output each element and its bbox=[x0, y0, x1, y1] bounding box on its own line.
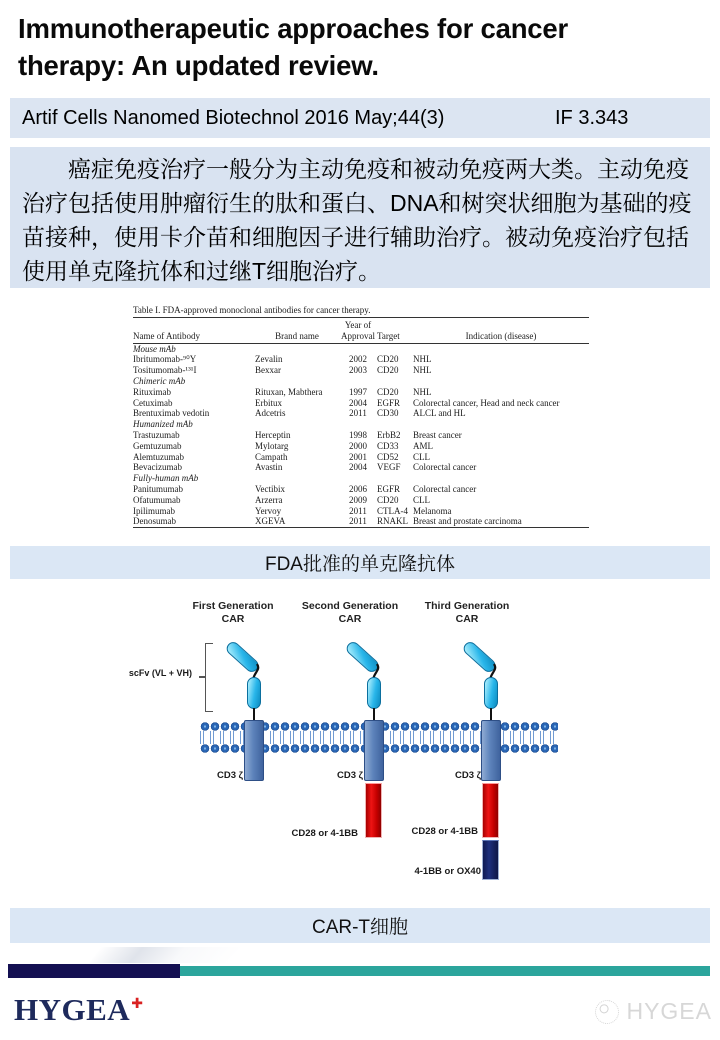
table-cell-brand: XGEVA bbox=[255, 516, 286, 527]
col-header-year bbox=[339, 318, 377, 344]
table-cell-brand: Campath bbox=[255, 451, 288, 462]
table-cell-name: Brentuximab vedotin bbox=[133, 408, 210, 419]
table-cell-name: Ipilimumab bbox=[133, 505, 175, 516]
caption-cart-text: CAR-T细胞 bbox=[311, 917, 409, 938]
table-cell-name: Cetuximab bbox=[133, 397, 173, 408]
table-row bbox=[133, 365, 589, 376]
table-cell-indication: Colorectal cancer bbox=[413, 462, 477, 473]
gen1-header bbox=[178, 600, 288, 626]
table-cell-indication: AML bbox=[413, 440, 433, 451]
caption-mab-bar bbox=[10, 546, 710, 579]
scfv-stalk-domain bbox=[367, 677, 381, 709]
table-cell-brand: Avastin bbox=[255, 462, 283, 473]
table-cell-year: 2006 bbox=[349, 483, 367, 494]
table-section-label: Chimeric mAb bbox=[133, 375, 186, 386]
costim2-label-gen3: 4-1BB or OX40 bbox=[414, 866, 481, 877]
caption-cart-bar bbox=[10, 908, 710, 943]
table-cell-brand: Herceptin bbox=[255, 429, 291, 440]
scfv-stalk-domain bbox=[247, 677, 261, 709]
col-header-year-line2: Approval bbox=[341, 330, 375, 341]
table-cell-target: CTLA-4 bbox=[377, 505, 408, 516]
cd3-label-gen3: CD3 ζ bbox=[454, 770, 481, 781]
table-row bbox=[133, 408, 589, 419]
table-cell-brand: Adcetris bbox=[255, 408, 286, 419]
table-section-label: Humanized mAb bbox=[133, 419, 193, 430]
table-header bbox=[133, 318, 589, 344]
table-cell-year: 2011 bbox=[349, 505, 367, 516]
costim-label-gen2: CD28 or 4-1BB bbox=[291, 828, 358, 839]
col-header-indication: Indication (disease) bbox=[413, 318, 589, 344]
table-cell-year: 2000 bbox=[349, 440, 367, 451]
hygea-watermark bbox=[595, 998, 712, 1025]
caption-mab-text: FDA批准的单克隆抗体 bbox=[264, 554, 455, 575]
page-title bbox=[18, 10, 678, 84]
scfv-stalk-domain bbox=[484, 677, 498, 709]
table-cell-year: 2004 bbox=[349, 462, 367, 473]
fda-table bbox=[133, 317, 589, 528]
table-row bbox=[133, 343, 589, 354]
gen3-header-line2: CAR bbox=[455, 613, 479, 625]
table-cell-target: EGFR bbox=[377, 397, 401, 408]
table-cell-name: Denosumab bbox=[133, 516, 176, 527]
gen1-header-line2: CAR bbox=[221, 613, 245, 625]
table-cell-indication: Breast cancer bbox=[413, 429, 462, 440]
table-cell-indication: Colorectal cancer, Head and neck cancer bbox=[413, 397, 560, 408]
table-cell-year: 2004 bbox=[349, 397, 367, 408]
table-cell-name: Ofatumumab bbox=[133, 494, 181, 505]
table-cell-target: EGFR bbox=[377, 483, 401, 494]
table-row bbox=[133, 430, 589, 441]
car-receptor-gen1 bbox=[194, 636, 314, 891]
table-row bbox=[133, 473, 589, 484]
table-cell-year: 2009 bbox=[349, 494, 367, 505]
table-cell-indication: NHL bbox=[413, 354, 432, 365]
table-cell-brand: Arzerra bbox=[255, 494, 283, 505]
fda-table-body bbox=[133, 343, 589, 528]
table-cell-brand: Vectibix bbox=[255, 483, 285, 494]
table-cell-name: Panitumumab bbox=[133, 483, 183, 494]
costim-domain-red bbox=[365, 783, 382, 838]
table-cell-indication: CLL bbox=[413, 494, 430, 505]
table-cell-target: VEGF bbox=[377, 462, 401, 473]
transmembrane-cd3-bar bbox=[481, 720, 501, 781]
table-row bbox=[133, 495, 589, 506]
car-diagram bbox=[0, 592, 720, 897]
table-cell-indication: ALCL and HL bbox=[413, 408, 466, 419]
watermark-text: HYGEA bbox=[626, 998, 712, 1024]
transmembrane-cd3-bar bbox=[244, 720, 264, 781]
table-cell-indication: NHL bbox=[413, 386, 432, 397]
abstract-text: 癌症免疫治疗一般分为主动免疫和被动免疫两大类。主动免疫治疗包括使用肿瘤衍生的肽和蛋白、DNA和树突状细胞为基础的疫苗接种，使用卡介苗和细胞因子进行辅助治疗。被动免疫治疗包括使用单克隆抗体和过继T细胞治疗。 bbox=[22, 156, 692, 284]
table-cell-name: Alemtuzumab bbox=[133, 451, 184, 462]
table-cell-brand: Zevalin bbox=[255, 354, 283, 365]
table-cell-target: CD20 bbox=[377, 365, 399, 376]
impact-factor: IF 3.343 bbox=[555, 106, 629, 129]
table-cell-brand: Mylotarg bbox=[255, 440, 289, 451]
table-cell-name: Trastuzumab bbox=[133, 429, 180, 440]
table-cell-target: RNAKL bbox=[377, 516, 408, 527]
logo-cross-icon: ✚ bbox=[131, 996, 144, 1012]
table-cell-brand: Yervoy bbox=[255, 505, 282, 516]
watermark-emblem-icon bbox=[593, 997, 621, 1025]
table-cell-target: CD20 bbox=[377, 386, 399, 397]
table-cell-name: Rituximab bbox=[133, 386, 171, 397]
table-cell-name: Bevacizumab bbox=[133, 462, 182, 473]
table-row bbox=[133, 441, 589, 452]
table-cell-target: CD30 bbox=[377, 408, 399, 419]
table-row bbox=[133, 484, 589, 495]
table-cell-indication: CLL bbox=[413, 451, 430, 462]
table-cell-indication: NHL bbox=[413, 365, 432, 376]
table-row bbox=[133, 376, 589, 387]
table-cell-year: 2001 bbox=[349, 451, 367, 462]
table-row bbox=[133, 387, 589, 398]
table-row bbox=[133, 354, 589, 365]
table-cell-target: CD52 bbox=[377, 451, 399, 462]
table-row bbox=[133, 462, 589, 473]
table-row bbox=[133, 398, 589, 409]
table-row bbox=[133, 419, 589, 430]
col-header-name: Name of Antibody bbox=[133, 318, 255, 344]
gen3-header bbox=[412, 600, 522, 626]
fda-table-figure bbox=[133, 304, 591, 528]
gen3-header-line1: Third Generation bbox=[424, 600, 510, 612]
costim-domain-navy bbox=[482, 840, 499, 880]
table-cell-indication: Colorectal cancer bbox=[413, 483, 477, 494]
footer-bar-teal bbox=[180, 966, 710, 976]
hygea-logo bbox=[14, 992, 142, 1028]
table-cell-year: 1997 bbox=[349, 386, 367, 397]
col-header-brand: Brand name bbox=[255, 318, 339, 344]
table-section-label: Mouse mAb bbox=[133, 343, 176, 354]
cd3-label-gen2: CD3 ζ bbox=[336, 770, 363, 781]
table-cell-year: 1998 bbox=[349, 429, 367, 440]
table-section-label: Fully-human mAb bbox=[133, 473, 199, 484]
cd3-label-gen1: CD3 ζ bbox=[216, 770, 243, 781]
costim-domain-red bbox=[482, 783, 499, 838]
gen2-header bbox=[295, 600, 405, 626]
table-cell-name: Ibritumomab-⁹⁰Y bbox=[133, 354, 197, 365]
table-cell-brand: Erbitux bbox=[255, 397, 282, 408]
footer-bar-navy bbox=[8, 964, 180, 978]
table-row bbox=[133, 506, 589, 517]
table-cell-year: 2011 bbox=[349, 516, 367, 527]
col-header-year-line1: Year of bbox=[344, 320, 372, 330]
table-cell-year: 2003 bbox=[349, 365, 367, 376]
table-row bbox=[133, 452, 589, 463]
table-cell-year: 2011 bbox=[349, 408, 367, 419]
scfv-label: scFv (VL + VH) bbox=[128, 668, 192, 678]
journal-citation: Artif Cells Nanomed Biotechnol 2016 May;44(3) bbox=[22, 106, 445, 129]
table-cell-target: CD33 bbox=[377, 440, 399, 451]
gen2-header-line2: CAR bbox=[338, 613, 362, 625]
table-row bbox=[133, 516, 589, 527]
page-title-line2: therapy: An updated review. bbox=[18, 50, 379, 81]
table-cell-target: ErbB2 bbox=[377, 429, 401, 440]
table-cell-name: Tositumomab-¹³¹I bbox=[133, 365, 197, 376]
footer-decor-wisp bbox=[89, 947, 240, 963]
table-cell-brand: Bexxar bbox=[255, 365, 281, 376]
car-receptor-gen3 bbox=[431, 636, 551, 891]
car-receptor-gen2 bbox=[314, 636, 434, 891]
journal-bar bbox=[10, 98, 710, 138]
page-title-line1: Immunotherapeutic approaches for cancer bbox=[18, 13, 568, 44]
table-cell-indication: Breast and prostate carcinoma bbox=[413, 516, 522, 527]
table-cell-year: 2002 bbox=[349, 354, 367, 365]
table-title: Table I. FDA-approved monoclonal antibodies for cancer therapy. bbox=[133, 305, 371, 315]
table-cell-indication: Melanoma bbox=[413, 505, 452, 516]
gen2-header-line1: Second Generation bbox=[301, 600, 399, 612]
col-header-target: Target bbox=[377, 318, 413, 344]
table-cell-brand: Rituxan, Mabthera bbox=[255, 386, 323, 397]
gen1-header-line1: First Generation bbox=[192, 600, 274, 612]
table-cell-target: CD20 bbox=[377, 494, 399, 505]
table-cell-name: Gemtuzumab bbox=[133, 440, 182, 451]
hygea-logo-text: HYGEA bbox=[14, 992, 131, 1027]
costim-label-gen3: CD28 or 4-1BB bbox=[411, 826, 478, 837]
abstract-box bbox=[10, 147, 710, 288]
table-cell-target: CD20 bbox=[377, 354, 399, 365]
transmembrane-cd3-bar bbox=[364, 720, 384, 781]
